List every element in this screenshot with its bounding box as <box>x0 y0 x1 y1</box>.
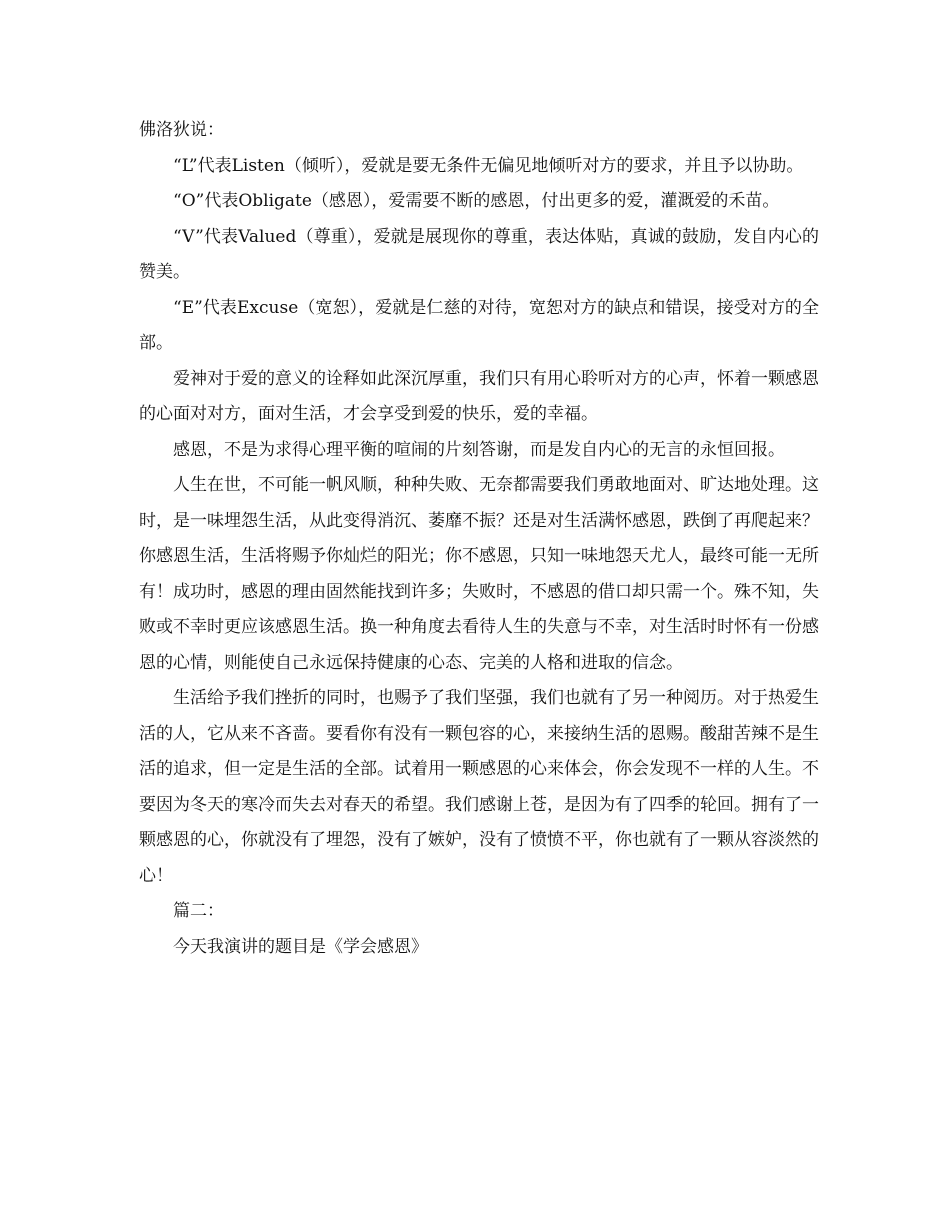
paragraph-love-meaning: 爱神对于爱的意义的诠释如此深沉厚重，我们只有用心聆听对方的心声，怀着一颗感恩的心面对对方，面对生活，才会享受到爱的快乐，爱的幸福。 <box>139 368 819 424</box>
paragraph-intro: 佛洛狄说： <box>139 120 224 140</box>
paragraph-speech-topic: 今天我演讲的题目是《学会感恩》 <box>173 936 428 957</box>
paragraph-gratitude-definition: 感恩，不是为求得心理平衡的喧闹的片刻答谢，而是发自内心的无言的永恒回报。 <box>173 439 785 460</box>
section-heading-part-two: 篇二： <box>173 901 224 921</box>
paragraph-life-gifts: 生活给予我们挫折的同时，也赐予了我们坚强，我们也就有了另一种阅历。对于热爱生活的人，它从来不吝啬。要看你有没有一颗包容的心，来接纳生活的恩赐。酸甜苦辣不是生活的追求，但一定是生活的全部。试着用一颗感恩的心来体会，你会发现不一样的人生。不要因为冬天的寒冷而失去对春天的希望。我们感谢上苍，是因为有了四季的轮回。拥有了一颗感恩的心，你就没有了埋怨，没有了嫉妒，没有了愤愤不平，你也就有了一颗从容淡然的心！ <box>139 688 819 886</box>
paragraph-listen: “L”代表Listen（倾听），爱就是要无条件无偏见地倾听对方的要求，并且予以协助。 <box>173 155 804 176</box>
paragraph-excuse: “E”代表Excuse（宽恕），爱就是仁慈的对待，宽恕对方的缺点和错误，接受对方的全部。 <box>139 297 819 353</box>
paragraph-obligate: “O”代表Obligate（感恩），爱需要不断的感恩，付出更多的爱，灌溉爱的禾苗。 <box>173 191 780 211</box>
paragraph-valued: “V”代表Valued（尊重），爱就是展现你的尊重，表达体贴，真诚的鼓励，发自内心的赞美。 <box>139 226 819 282</box>
document-body <box>139 113 819 965</box>
paragraph-life-adversity: 人生在世，不可能一帆风顺，种种失败、无奈都需要我们勇敢地面对、旷达地处理。这时，是一味埋怨生活，从此变得消沉、萎靡不振？还是对生活满怀感恩，跌倒了再爬起来？你感恩生活，生活将赐予你灿烂的阳光；你不感恩，只知一味地怨天尤人，最终可能一无所有！成功时，感恩的理由固然能找到许多；失败时，不感恩的借口却只需一个。殊不知，失败或不幸时更应该感恩生活。换一种角度去看待人生的失意与不幸，对生活时时怀有一份感恩的心情，则能使自己永远保持健康的心态、完美的人格和进取的信念。 <box>139 475 819 673</box>
